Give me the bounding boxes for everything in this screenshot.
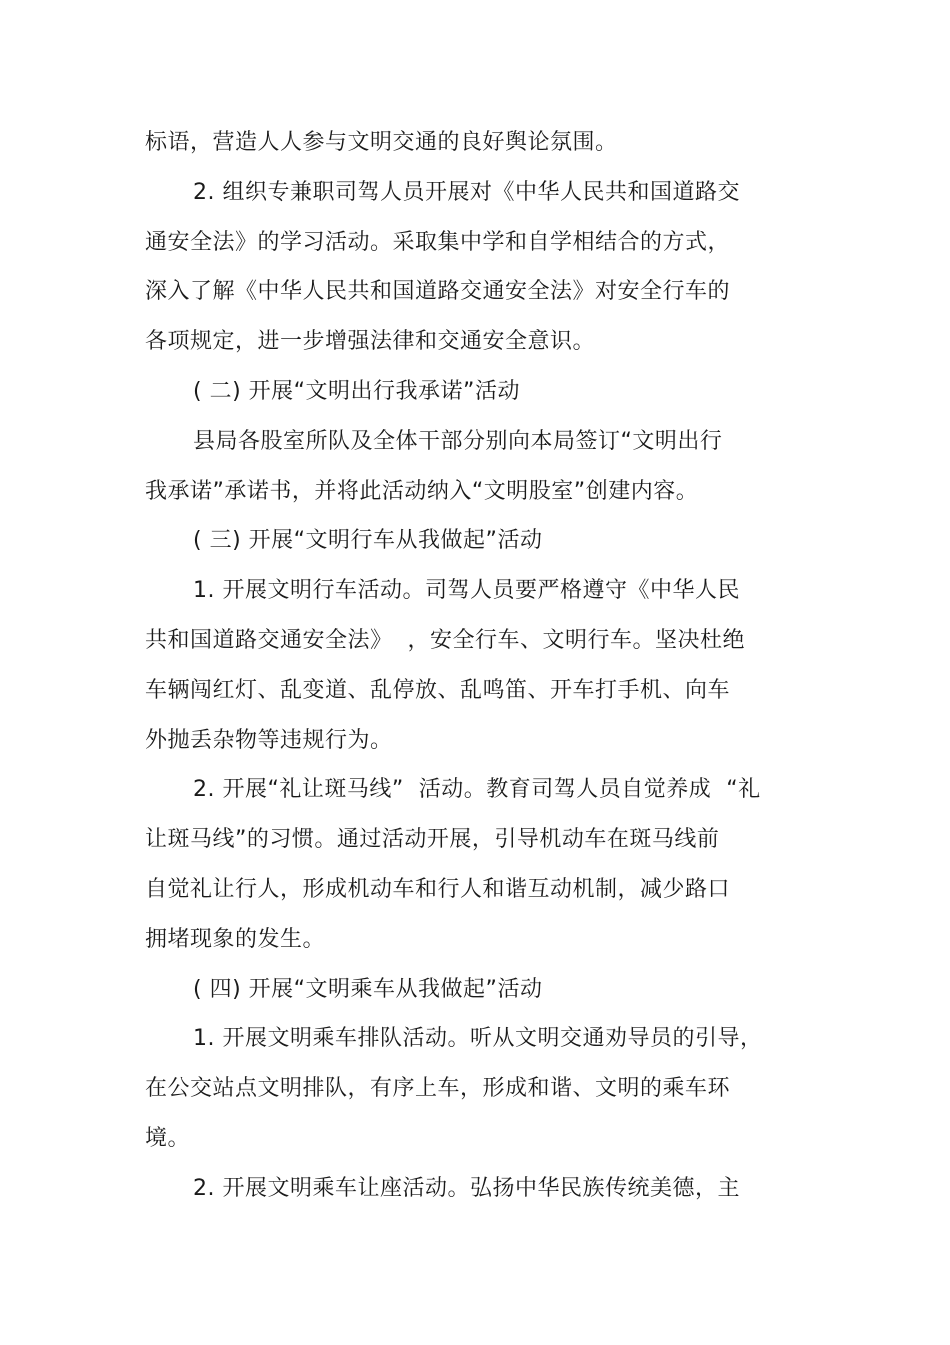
section-heading: ( 二) 开展“文明出行我承诺”活动 [193, 379, 520, 404]
paragraph-line: 各项规定，进一步增强法律和交通安全意识。 [145, 329, 596, 354]
paragraph-line: 拥堵现象的发生。 [145, 927, 326, 952]
paragraph-line: 境。 [145, 1126, 191, 1151]
paragraph-line: 深入了解《中华人民共和国道路交通安全法》对安全行车的 [145, 279, 731, 304]
paragraph-line: 2. 开展“礼让斑马线” 活动。教育司驾人员自觉养成 “礼 [193, 777, 761, 802]
paragraph-line: 1. 开展文明乘车排队活动。听从文明交通劝导员的引导， [193, 1026, 763, 1051]
paragraph-line: 车辆闯红灯、乱变道、乱停放、乱鸣笛、开车打手机、向车 [145, 678, 731, 703]
paragraph-line: 在公交站点文明排队，有序上车，形成和谐、文明的乘车环 [145, 1076, 731, 1101]
paragraph-line: 2. 组织专兼职司驾人员开展对《中华人民共和国道路交 [193, 180, 740, 205]
paragraph-line: 1. 开展文明行车活动。司驾人员要严格遵守《中华人民 [193, 578, 740, 603]
paragraph-line: 共和国道路交通安全法》 ，安全行车、文明行车。坚决杜绝 [145, 628, 745, 653]
paragraph-line: 外抛丢杂物等违规行为。 [145, 728, 393, 753]
paragraph-line: 让斑马线”的习惯。通过活动开展，引导机动车在斑马线前 [145, 827, 720, 852]
section-heading: ( 四) 开展“文明乘车从我做起”活动 [193, 977, 543, 1002]
paragraph-line: 通安全法》的学习活动。采取集中学和自学相结合的方式， [145, 230, 731, 255]
paragraph-line: 2. 开展文明乘车让座活动。弘扬中华民族传统美德，主 [193, 1176, 740, 1201]
paragraph-line: 我承诺”承诺书，并将此活动纳入“文明股室”创建内容。 [145, 479, 699, 504]
paragraph-line: 自觉礼让行人，形成机动车和行人和谐互动机制，减少路口 [145, 877, 731, 902]
section-heading: ( 三) 开展“文明行车从我做起”活动 [193, 528, 543, 553]
paragraph-line: 县局各股室所队及全体干部分别向本局签订“文明出行 [193, 429, 723, 454]
paragraph-line: 标语，营造人人参与文明交通的良好舆论氛围。 [145, 130, 618, 155]
